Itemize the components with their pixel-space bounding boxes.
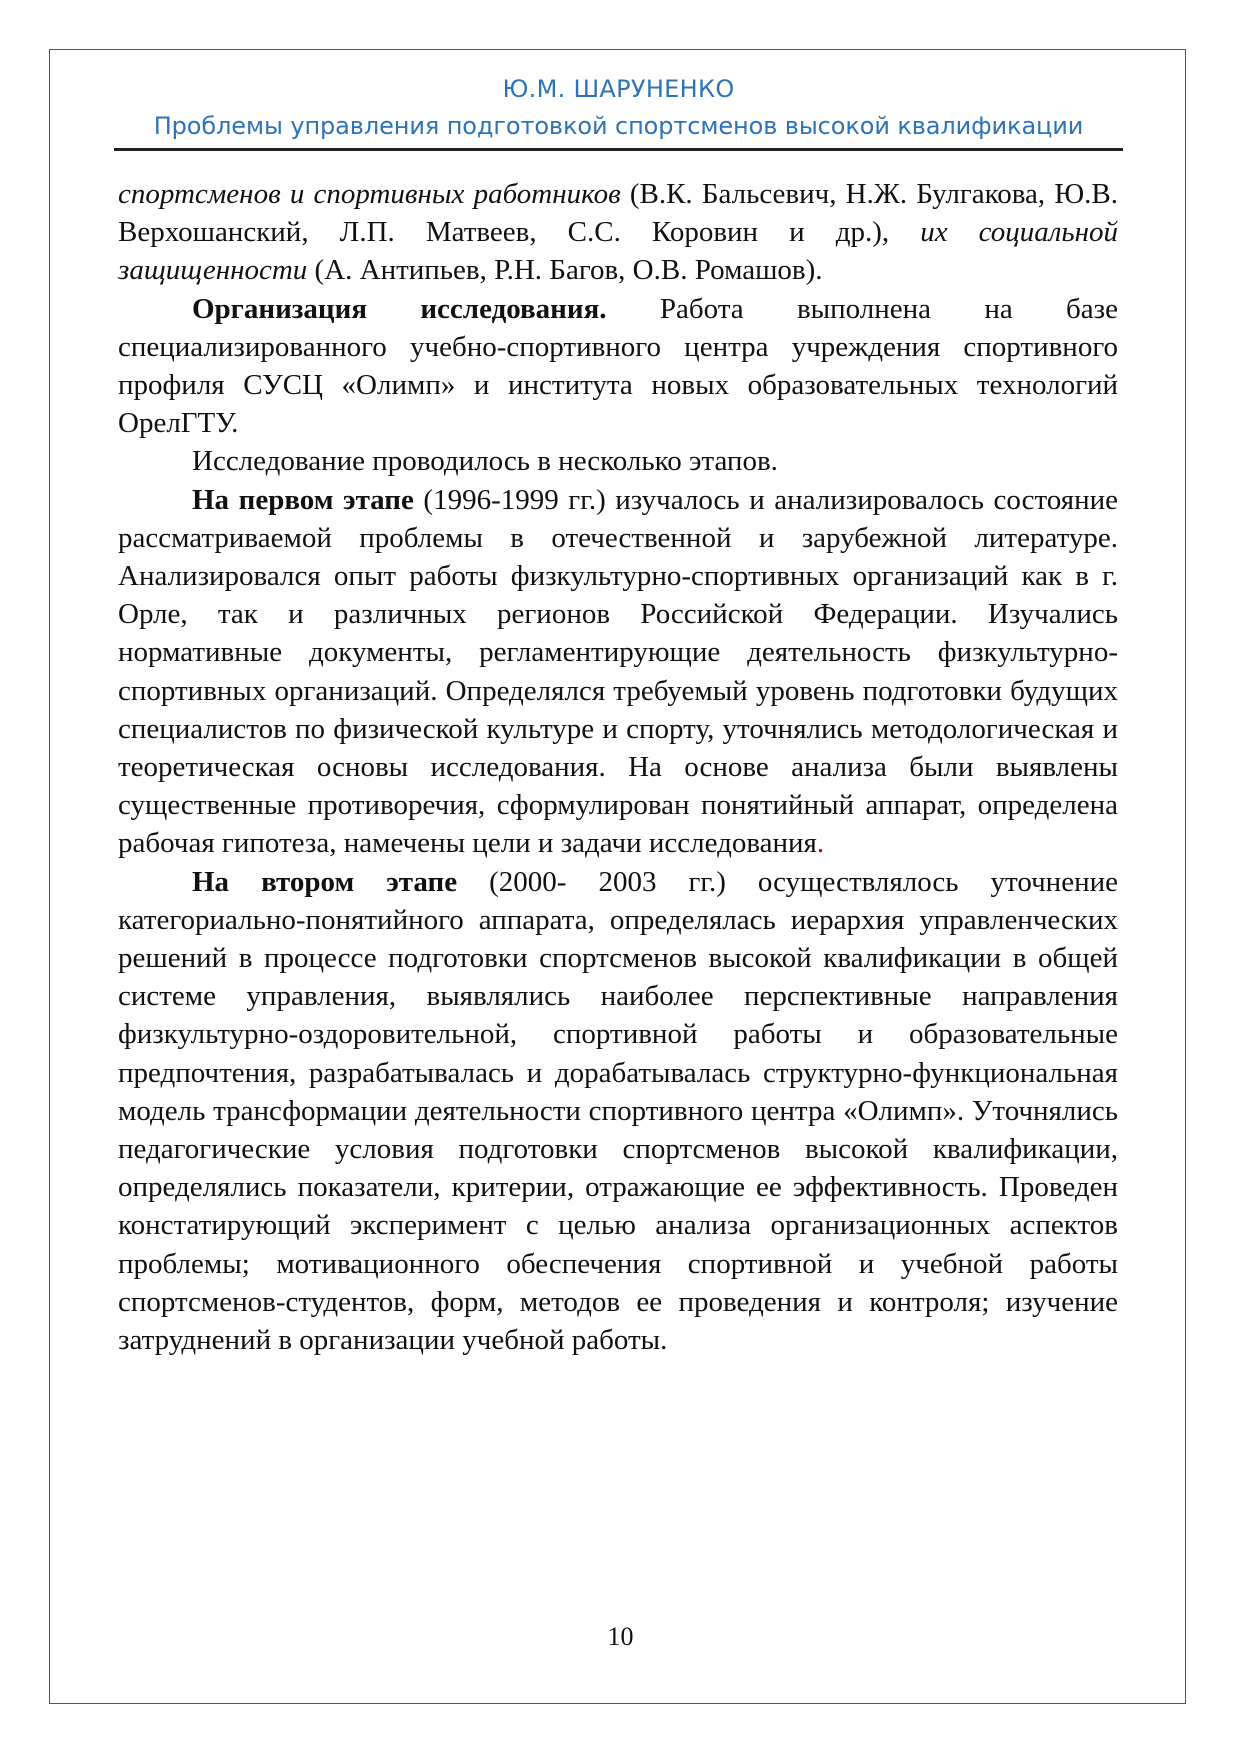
paragraph-heading: На первом этапе xyxy=(192,483,414,516)
header-rule xyxy=(114,148,1123,151)
paragraph-first-stage xyxy=(118,481,1118,863)
header-title: Проблемы управления подготовкой спортсменов высокой квалификации xyxy=(153,112,1084,140)
paragraph-heading: Организация исследования. xyxy=(192,292,607,325)
header-author: Ю.М. ШАРУНЕНКО xyxy=(502,75,735,103)
paragraph-text: (2000- 2003 гг.) осуществлялось уточнение категориально-понятийного аппарата, определялась иерархия управленческих решений в процессе подготовки спортсменов высокой квалификации в общей системе управления, выявлялись наиболее перспективные направления физкультурно-оздоровительной, спортивной работы и образовательные предпочтения, разрабатывалась и дорабатывалась структурно-функциональная модель трансформации деятельности спортивного центра «Олимп». Уточнялись педагогические условия подготовки спортсменов высокой квалификации, определялись показатели, критерии, отражающие ее эффективность. Проведен констатирующий эксперимент с целью анализа организационных аспектов проблемы; мотивационного обеспечения спортивной и учебной работы спортсменов-студентов, форм, методов ее проведения и контроля; изучение затруднений в организации учебной работы. xyxy=(118,865,1118,1357)
body-text xyxy=(118,175,1118,1359)
paragraph-heading: На втором этапе xyxy=(192,865,458,898)
paragraph-text: Исследование проводилось в несколько этапов. xyxy=(192,445,778,478)
italic-phrase: спортсменов и спортивных работников xyxy=(118,178,621,210)
paragraph-continuation xyxy=(118,175,1118,290)
paragraph-text: (А. Антипьев, Р.Н. Багов, О.В. Ромашов). xyxy=(307,254,823,287)
paragraph-stages-intro xyxy=(118,442,1118,480)
running-header xyxy=(114,70,1123,144)
paragraph-second-stage xyxy=(118,863,1118,1360)
paragraph-organization xyxy=(118,290,1118,443)
page-number: 10 xyxy=(607,1622,634,1651)
paragraph-text: Работа выполнена на базе специализированного учебно-спортивного центра учреждения спортивного профиля СУСЦ «Олимп» и института новых образовательных технологий ОрелГТУ. xyxy=(118,292,1118,440)
italic-phrase: их социальной защищенности xyxy=(118,216,1119,287)
paragraph-text: (1996-1999 гг.) изучалось и анализировалось состояние рассматриваемой проблемы в отечественной и зарубежной литературе. Анализировался опыт работы физкультурно-спортивных организаций как в г. Орле, так и различных регионов Российской Федерации. Изучались нормативные документы, регламентирующие деятельность физкультурно-спортивных организаций. Определялся требуемый уровень подготовки будущих специалистов по физической культуре и спорту, уточнялись методологическая и теоретическая основы исследования. На основе анализа были выявлены существенные противоречия, сформулирован понятийный аппарат, определена рабочая гипотеза, намечены цели и задачи исследования xyxy=(118,483,1118,860)
paragraph-end-mark: . xyxy=(816,827,825,860)
paragraph-text: (В.К. Бальсевич, Н.Ж. Булгакова, Ю.В. Верхошанский, Л.П. Матвеев, С.С. Коровин и др.), xyxy=(118,178,1118,249)
